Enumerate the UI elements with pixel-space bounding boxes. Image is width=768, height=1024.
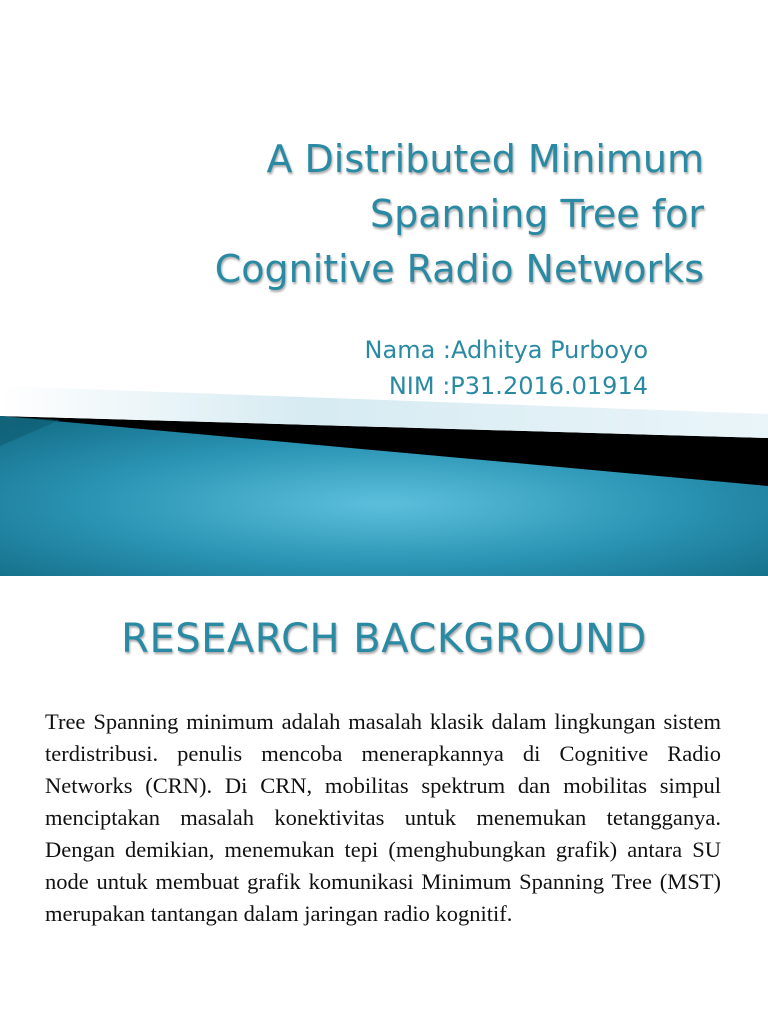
author-name: Nama :Adhitya Purboyo — [364, 336, 648, 364]
section-heading: RESEARCH BACKGROUND — [121, 616, 647, 662]
title-line-3: Cognitive Radio Networks — [214, 247, 704, 291]
body-paragraph: Tree Spanning minimum adalah masalah klasik dalam lingkungan sistem terdistribusi. penulis mencoba menerapkannya di Cognitive Radio Networks (CRN). Di CRN, mobilitas spektrum dan mobilitas simpul menciptakan masalah konektivitas untuk menemukan tetangganya. Dengan demikian, menemukan tepi (menghubungkan grafik) antara SU node untuk membuat grafik komunikasi Minimum Spanning Tree (MST) merupakan tantangan dalam jaringan radio kognitif. — [45, 709, 721, 926]
decorative-band — [0, 386, 768, 576]
author-nim: NIM :P31.2016.01914 — [388, 372, 648, 400]
title-line-2: Spanning Tree for — [369, 192, 704, 236]
title-line-1: A Distributed Minimum — [266, 137, 704, 181]
content-slide — [0, 576, 768, 1024]
slide-title — [40, 132, 704, 297]
